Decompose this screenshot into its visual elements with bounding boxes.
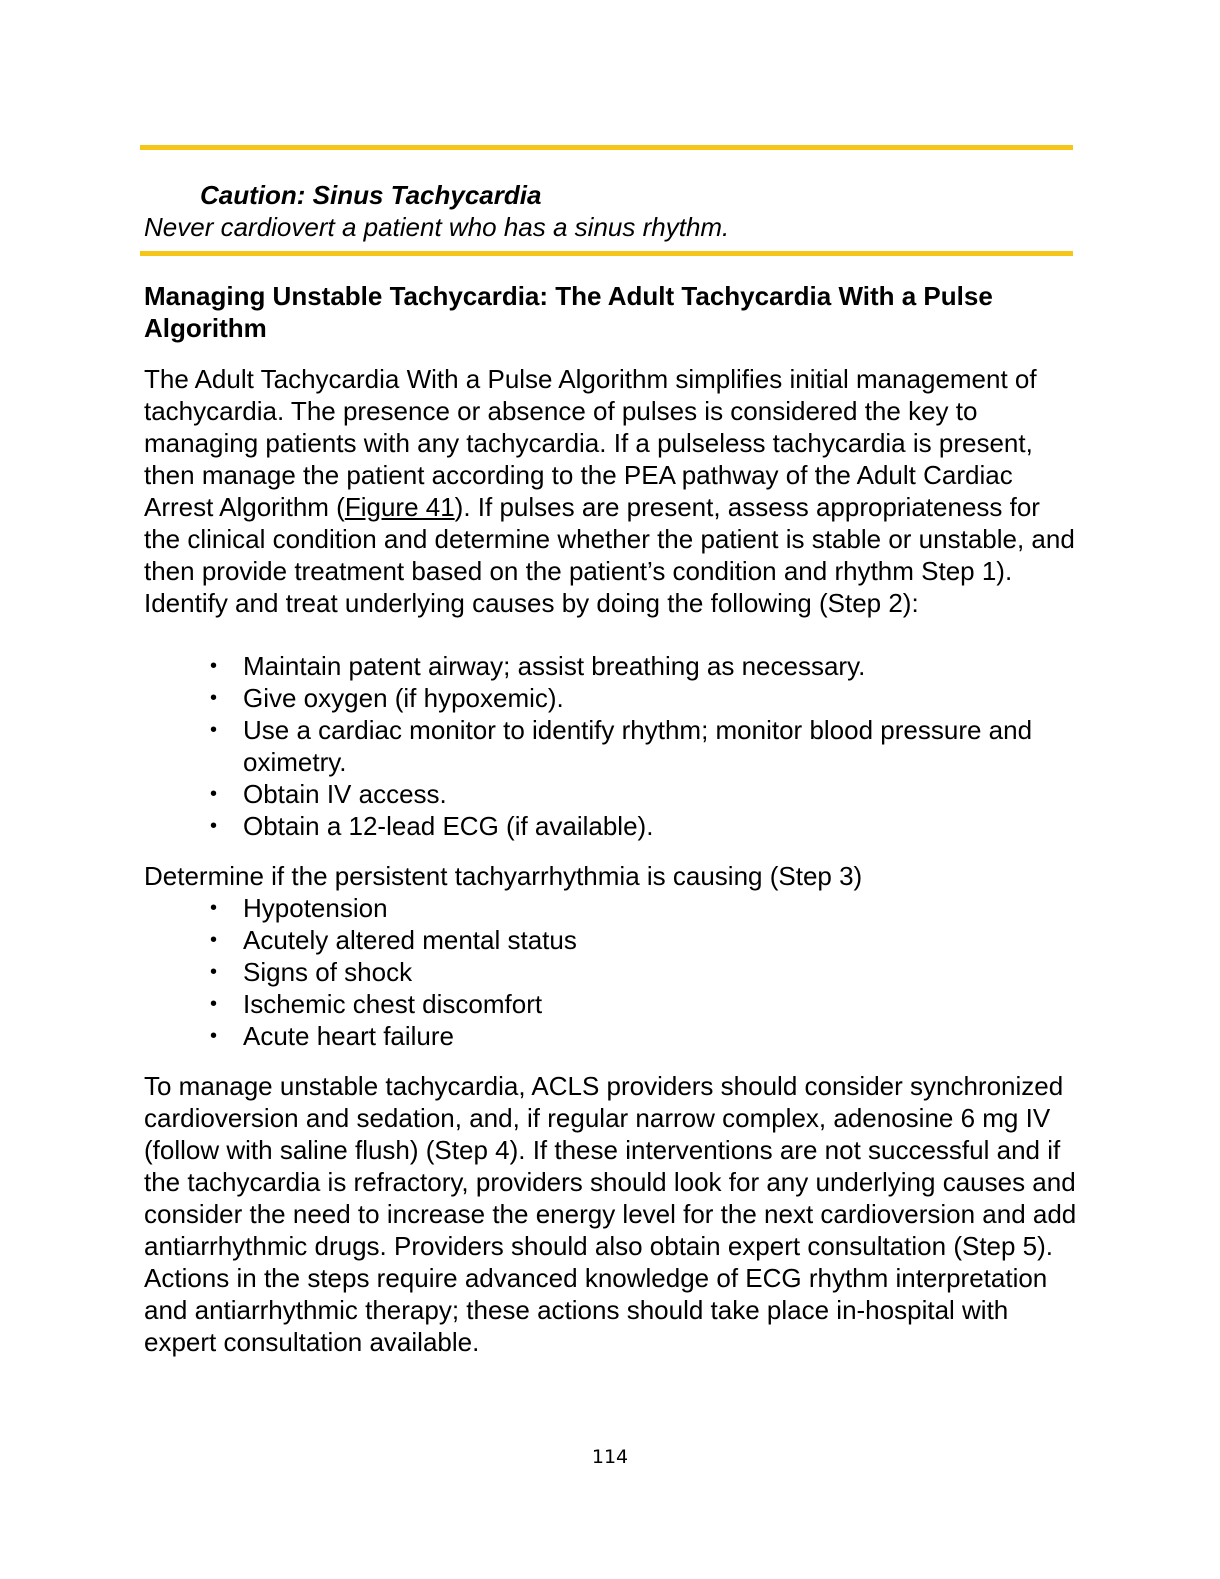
step3-paragraph: Determine if the persistent tachyarrhythmia is causing (Step 3): [144, 861, 863, 891]
section-heading: Managing Unstable Tachycardia: The Adult Tachycardia With a Pulse Algorithm: [144, 281, 993, 343]
list-item: • Acutely altered mental status: [144, 924, 1044, 956]
intro-text-end: ). If pulses are present, assess appropriateness for the clinical condition and determine whether the patient is stable or unstable, and then provide treatment based on the patient’s condition and rhythm Step 1). Identify and treat underlying causes by doing the following (Step 2):: [144, 492, 1075, 618]
list-item: • Obtain a 12-lead ECG (if available).: [144, 810, 1044, 842]
list-item: • Obtain IV access.: [144, 778, 1044, 810]
list-item: • Ischemic chest discomfort: [144, 988, 1044, 1020]
caution-title: Caution: Sinus Tachycardia: [200, 180, 542, 210]
list-item: • Maintain patent airway; assist breathing as necessary.: [144, 650, 1044, 682]
page-number: 114: [591, 1446, 629, 1468]
list-item: • Give oxygen (if hypoxemic).: [144, 682, 1044, 714]
intro-text-start: The Adult Tachycardia With a Pulse Algorithm simplifies initial management of tachycardia. The presence or absence of pulses is considered the key to managing patients with any tachycardia. If a pulseless tachycardia is present, then manage the patient according to the PEA pathway of the Adult Cardiac Arrest Algorithm (: [144, 364, 1037, 522]
caution-bottom-rule: [140, 251, 1073, 256]
management-paragraph: To manage unstable tachycardia, ACLS providers should consider synchronized cardioversion and sedation, and, if regular narrow complex, adenosine 6 mg IV (follow with saline flush) (Step 4). If these interventions are not successful and if the tachycardia is refractory, providers should look for any underlying causes and consider the need to increase the energy level for the next cardioversion and add antiarrhythmic drugs. Providers should also obtain expert consultation (Step 5). Actions in the steps require advanced knowledge of ECG rhythm interpretation and antiarrhythmic therapy; these actions should take place in-hospital with expert consultation available.: [144, 1071, 1077, 1357]
caution-text: Never cardiovert a patient who has a sinus rhythm.: [144, 212, 730, 242]
list-item: • Acute heart failure: [144, 1020, 1044, 1052]
figure-41-link[interactable]: Figure 41: [344, 492, 455, 522]
list-item: • Use a cardiac monitor to identify rhythm; monitor blood pressure and oximetry.: [144, 714, 1044, 778]
caution-top-rule: [140, 145, 1073, 150]
list-item: • Hypotension: [144, 892, 1044, 924]
intro-paragraph: [144, 363, 1079, 619]
step3-list: [144, 892, 1044, 1052]
list-item: • Signs of shock: [144, 956, 1044, 988]
step2-list: [144, 650, 1044, 842]
